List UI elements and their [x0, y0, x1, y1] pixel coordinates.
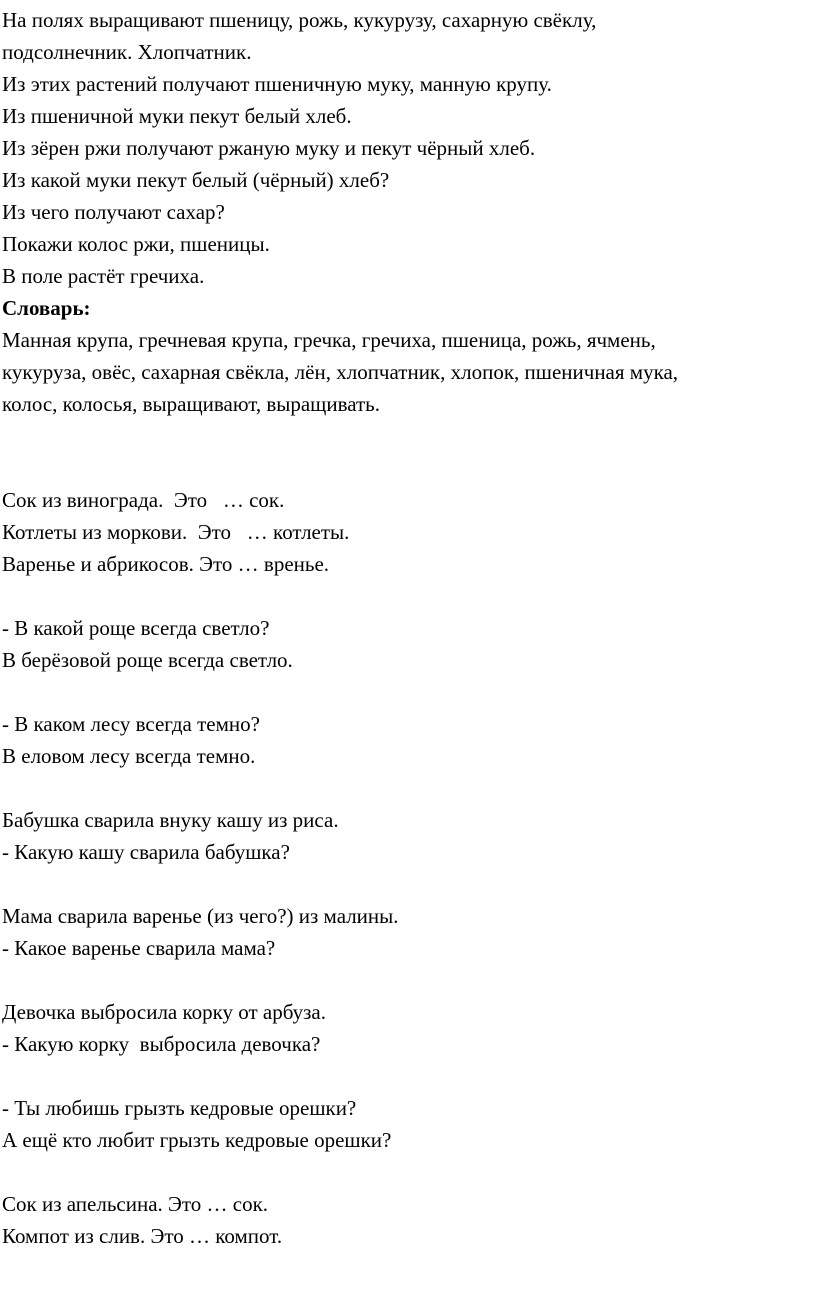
exercise-line: - Какое варенье сварила мама?: [2, 936, 276, 960]
exercise-line: В еловом лесу всегда темно.: [2, 744, 256, 768]
text-line: Из какой муки пекут белый (чёрный) хлеб?: [2, 168, 390, 192]
exercise-line: Бабушка сварила внуку кашу из риса.: [2, 808, 339, 832]
exercise-line: - Какую кашу сварила бабушка?: [2, 840, 290, 864]
blank-line: [2, 772, 814, 804]
text-line: Из зёрен ржи получают ржаную муку и пекут чёрный хлеб.: [2, 136, 536, 160]
vocabulary-heading: Словарь:: [2, 296, 91, 320]
exercise-line: Сок из винограда. Это … сок.: [2, 488, 285, 512]
text-line: Из чего получают сахар?: [2, 200, 225, 224]
exercise-line: Сок из апельсина. Это … сок.: [2, 1192, 269, 1216]
blank-line: [2, 1060, 814, 1092]
blank-line: [2, 1156, 814, 1188]
vocabulary-line: кукуруза, овёс, сахарная свёкла, лён, хлопчатник, хлопок, пшеничная мука,: [2, 360, 679, 384]
exercise-line: Варенье и абрикосов. Это … вренье.: [2, 552, 330, 576]
blank-line: [2, 964, 814, 996]
exercise-line: - Ты любишь грызть кедровые орешки?: [2, 1096, 357, 1120]
document-page: [2, 4, 814, 1252]
exercise-line: Мама сварила варенье (из чего?) из малины.: [2, 904, 399, 928]
text-line: Из этих растений получают пшеничную муку, манную крупу.: [2, 72, 552, 96]
vocabulary-line: Манная крупа, гречневая крупа, гречка, гречиха, пшеница, рожь, ячмень,: [2, 328, 656, 352]
text-line: Покажи колос ржи, пшеницы.: [2, 232, 270, 256]
exercise-line: - В какой роще всегда светло?: [2, 616, 270, 640]
exercise-line: - Какую корку выбросила девочка?: [2, 1032, 321, 1056]
text-line: Из пшеничной муки пекут белый хлеб.: [2, 104, 352, 128]
vocabulary-line: колос, колосья, выращивают, выращивать.: [2, 392, 380, 416]
exercise-line: Компот из слив. Это … компот.: [2, 1224, 283, 1248]
exercise-line: Котлеты из моркови. Это … котлеты.: [2, 520, 350, 544]
blank-line: [2, 420, 814, 452]
blank-line: [2, 580, 814, 612]
text-line: На полях выращивают пшеницу, рожь, кукурузу, сахарную свёклу,: [2, 8, 597, 32]
exercise-line: Девочка выбросила корку от арбуза.: [2, 1000, 327, 1024]
exercise-line: - В каком лесу всегда темно?: [2, 712, 260, 736]
exercise-line: А ещё кто любит грызть кедровые орешки?: [2, 1128, 392, 1152]
blank-line: [2, 452, 814, 484]
text-line: В поле растёт гречиха.: [2, 264, 205, 288]
blank-line: [2, 868, 814, 900]
text-line: подсолнечник. Хлопчатник.: [2, 40, 252, 64]
exercise-line: В берёзовой роще всегда светло.: [2, 648, 293, 672]
blank-line: [2, 676, 814, 708]
